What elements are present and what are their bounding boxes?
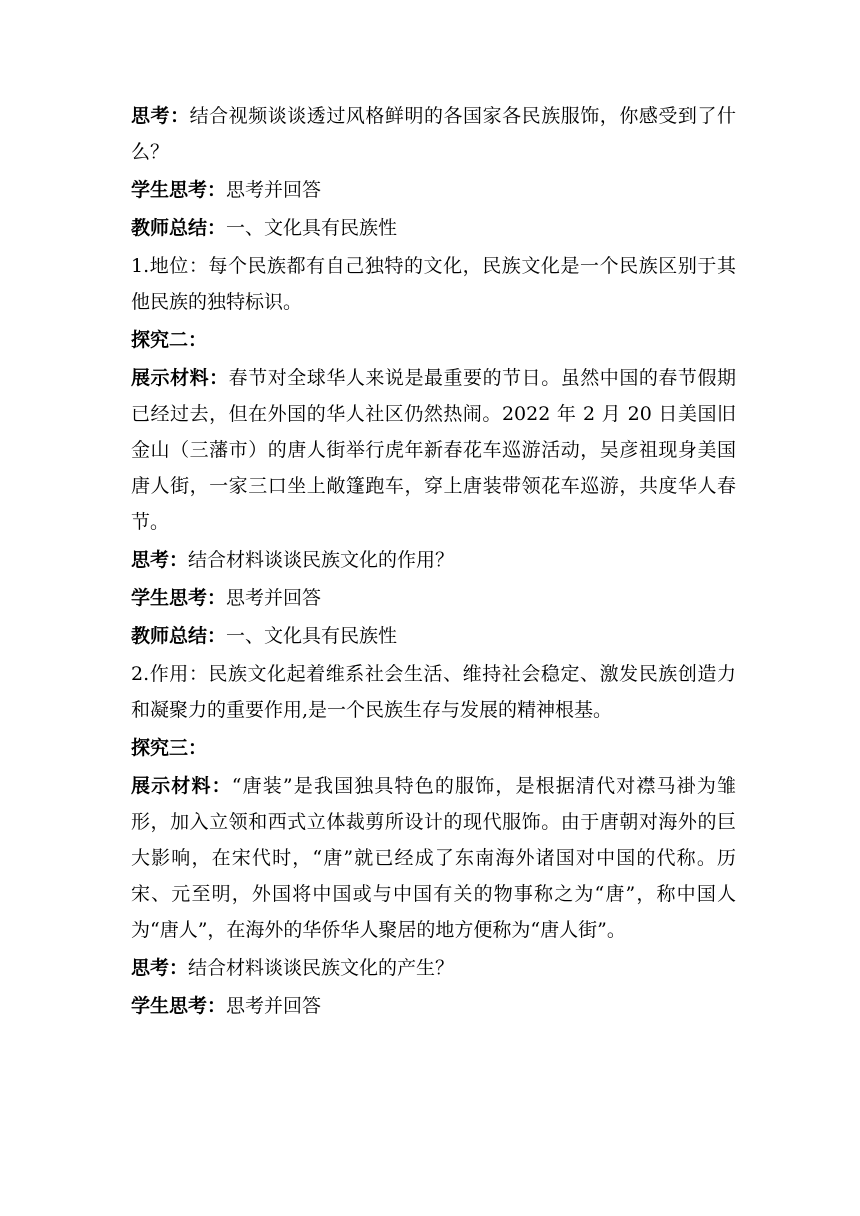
paragraph-position [131, 248, 736, 320]
paragraph-think-3 [131, 950, 736, 986]
paragraph-text: 思考并回答 [226, 587, 322, 609]
label-think: 思考： [131, 549, 189, 571]
paragraph-student-1 [131, 172, 736, 208]
label-teacher: 教师总结： [131, 625, 227, 647]
paragraph-text: 结合材料谈谈民族文化的产生？ [188, 957, 455, 979]
paragraph-teacher-1 [131, 210, 736, 246]
paragraph-think-2 [131, 542, 736, 578]
label-think: 思考： [131, 105, 190, 127]
label-student: 学生思考： [131, 587, 227, 609]
paragraph-material-2 [131, 768, 736, 948]
paragraph-function [131, 656, 736, 728]
paragraph-text: “唐装”是我国独具特色的服饰，是根据清代对襟马褂为雏形，加入立领和西式立体裁剪所设计的现代服饰。由于唐朝对海外的巨大影响，在宋代时，“唐”就已经成了东南海外诸国对中国的代称。历宋、元至明，外国将中国或与中国有关的物事称之为“唐”，称中国人为“唐人”，在海外的华侨华人聚居的地方便称为“唐人街”。 [131, 775, 736, 941]
label-material: 展示材料： [131, 367, 229, 389]
paragraph-text: 1.地位：每个民族都有自己独特的文化，民族文化是一个民族区别于其他民族的独特标识。 [131, 255, 736, 313]
paragraph-material-1 [131, 360, 736, 540]
paragraph-text: 2.作用：民族文化起着维系社会生活、维持社会稳定、激发民族创造力和凝聚力的重要作用,是一个民族生存与发展的精神根基。 [131, 663, 736, 721]
label-teacher: 教师总结： [131, 217, 227, 239]
label-think: 思考： [131, 957, 189, 979]
paragraph-text: 一、文化具有民族性 [226, 217, 398, 239]
heading-text: 探究三： [131, 737, 208, 759]
paragraph-text: 一、文化具有民族性 [226, 625, 398, 647]
label-material: 展示材料： [131, 775, 232, 797]
heading-text: 探究二： [131, 329, 208, 351]
document-body [131, 98, 736, 1026]
paragraph-text: 春节对全球华人来说是最重要的节日。虽然中国的春节假期已经过去，但在外国的华人社区仍然热闹。2022 年 2 月 20 日美国旧金山（三藩市）的唐人街举行虎年新春花车巡游活动，吴彦祖现身美国唐人街，一家三口坐上敞篷跑车，穿上唐装带领花车巡游，共度华人春节。 [131, 367, 736, 533]
paragraph-text: 思考并回答 [226, 995, 322, 1017]
paragraph-think-1 [131, 98, 736, 170]
paragraph-student-3 [131, 988, 736, 1024]
paragraph-teacher-2 [131, 618, 736, 654]
label-student: 学生思考： [131, 995, 227, 1017]
section-heading-explore-2 [131, 322, 736, 358]
paragraph-text: 结合材料谈谈民族文化的作用？ [188, 549, 455, 571]
paragraph-text: 思考并回答 [226, 179, 322, 201]
paragraph-student-2 [131, 580, 736, 616]
label-student: 学生思考： [131, 179, 227, 201]
section-heading-explore-3 [131, 730, 736, 766]
paragraph-text: 结合视频谈谈透过风格鲜明的各国家各民族服饰，你感受到了什么？ [131, 105, 736, 163]
